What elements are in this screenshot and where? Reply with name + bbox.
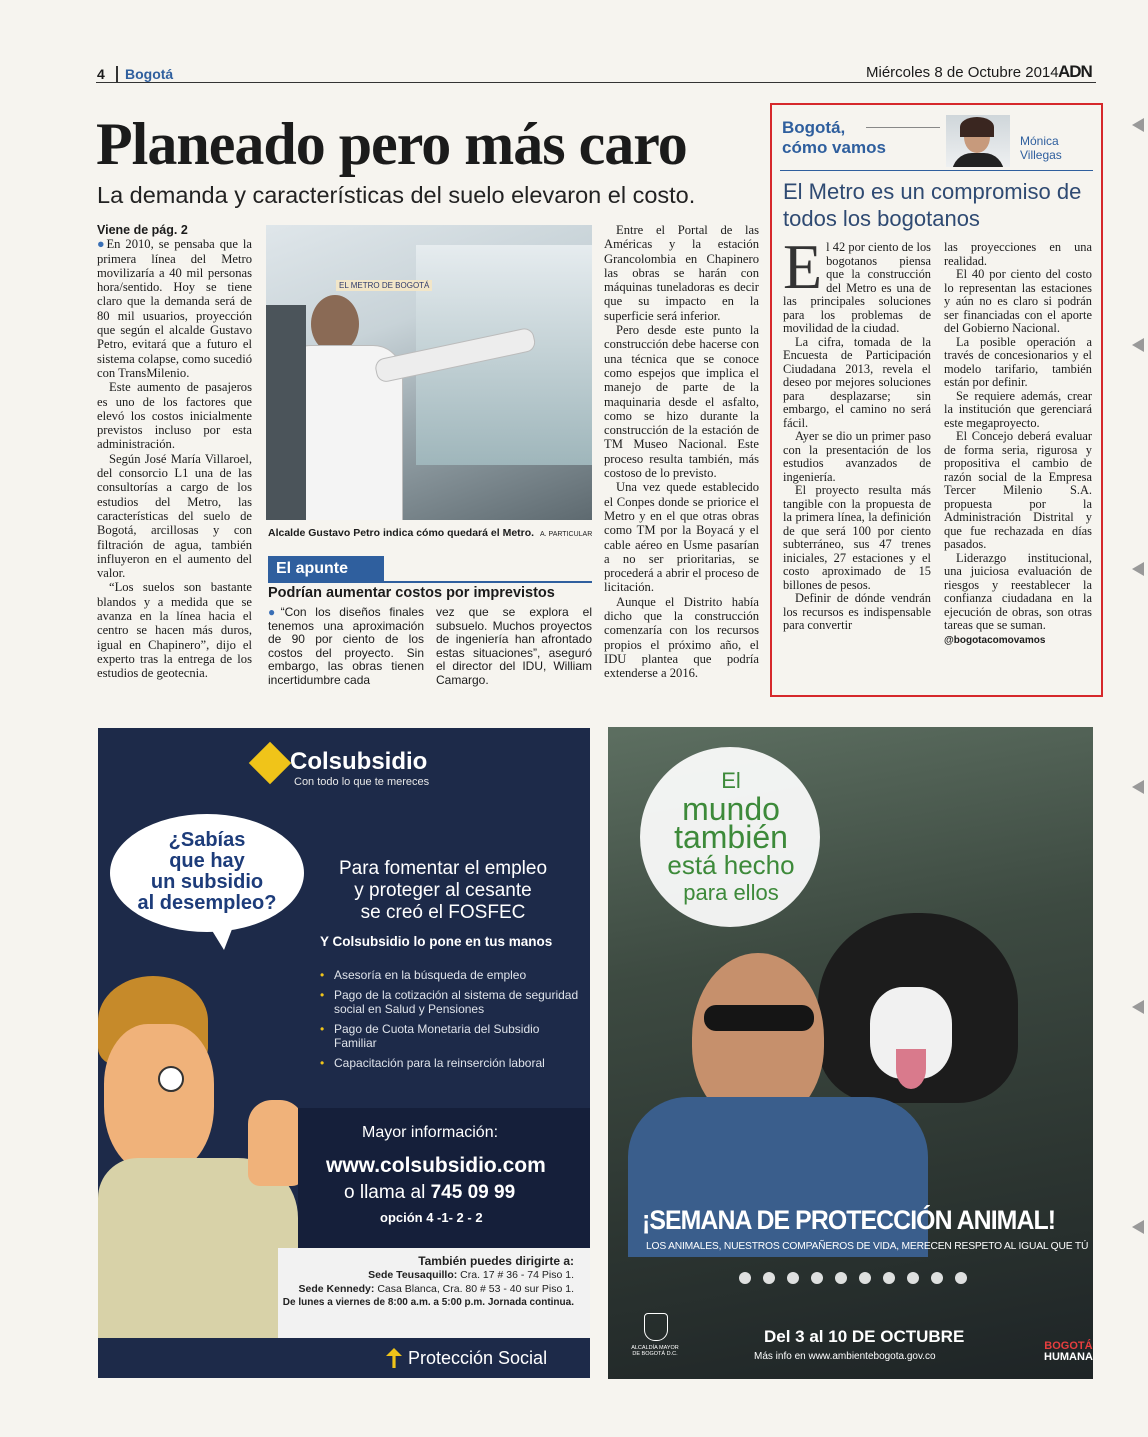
binder-mark	[1132, 118, 1144, 132]
cartoon-face	[104, 1024, 214, 1174]
phone-line	[344, 1182, 515, 1204]
colsubsidio-url: www.colsubsidio.com	[326, 1154, 546, 1177]
bullet-icon: ●	[268, 605, 281, 619]
phone-option: opción 4 -1- 2 - 2	[380, 1210, 483, 1225]
hours-line: De lunes a viernes de 8:00 a.m. a 5:00 p.m. Jornada continua.	[282, 1297, 574, 1308]
author-hair	[960, 117, 994, 137]
paragraph: Según José María Villaroel, del consorcio L1 una de las consultorías a cargo de los estudios del Metro, las características del suelo de Bogotá, arcillosas y con filtración de agua, también influyeron en el aumento del valor.	[97, 451, 252, 581]
sidebar-col-1	[268, 606, 424, 687]
paw-icon	[835, 1272, 847, 1284]
benefit-item: • Pago de la cotización al sistema de seguridad social en Salud y Pensiones	[320, 988, 580, 1016]
paragraph: Liderazgo institucional, una juiciosa evaluación de riesgos y reestablecer la confianza ciudadana en la ejecución de obras, son otras tareas que se suman.	[944, 550, 1092, 632]
photo-sign: EL METRO DE BOGOTÁ	[336, 280, 432, 291]
address-title: También puedes dirigirte a:	[418, 1254, 574, 1268]
issue-date: Miércoles 8 de Octubre 2014	[866, 64, 1059, 81]
binder-mark	[1132, 562, 1144, 576]
bubble-line: un subsidio	[150, 871, 264, 893]
opinion-col-1	[783, 231, 931, 633]
article-subtitle: La demanda y características del suelo elevaron el costo.	[97, 182, 696, 208]
article-col-3	[604, 223, 759, 681]
badge-line: mundo	[682, 791, 780, 827]
badge-line: está hecho	[667, 850, 795, 880]
sidebar-rule	[268, 581, 592, 583]
bird-track-icon	[763, 1272, 775, 1284]
benefits-list	[320, 968, 580, 1076]
district-name: ALCALDÍA MAYOR DE BOGOTÁ D.C.	[631, 1345, 679, 1357]
author-photo	[946, 115, 1010, 167]
author-body	[952, 153, 1004, 167]
bubble-line: ¿Sabías	[168, 829, 246, 851]
badge-text	[638, 767, 824, 907]
colsubsidio-brand: Colsubsidio	[290, 748, 428, 775]
background-people	[266, 305, 306, 520]
bubble-line: al desempleo?	[137, 892, 277, 914]
caption-text: Alcalde Gustavo Petro indica cómo quedará el Metro.	[268, 527, 535, 539]
ad-subhead: Y Colsubsidio lo pone en tus manos	[320, 934, 553, 949]
address-line: Sede Kennedy: Casa Blanca, Cra. 80 # 53 - 40 sur Piso 1.	[298, 1283, 574, 1295]
opinion-title: El Metro es un compromiso de todos los bogotanos	[783, 179, 1082, 231]
section-name: Bogotá	[125, 66, 174, 82]
brand-logo: ADN	[1058, 62, 1092, 81]
call-prefix: o llama al	[344, 1182, 426, 1203]
opinion-section-rule	[866, 127, 940, 128]
paragraph: Ayer se dio un primer paso con la presentación de los estudios avanzados de ingeniería.	[783, 429, 931, 484]
binder-mark	[1132, 1000, 1144, 1014]
phone-number: 745 09 99	[430, 1182, 516, 1203]
article-title: Planeado pero más caro	[96, 111, 687, 177]
paragraph: La posible operación a través de concesionarios y el modelo tarifario, también están por definir.	[944, 334, 1092, 389]
photo-caption	[268, 527, 592, 539]
footprints-row	[718, 1271, 988, 1289]
paragraph: Este aumento de pasajeros es uno de los factores que elevó los costos inicialmente previstos incluso por esta administración.	[97, 380, 252, 452]
opinion-section-line: cómo vamos	[782, 138, 886, 157]
benefit-item: • Capacitación para la reinserción laboral	[320, 1056, 580, 1070]
ad-headline	[308, 858, 578, 924]
paragraph: “Con los diseños finales tenemos una aproximación de 90 por ciento de los costos del proyecto. Sin embargo, las obras tienen incertidumbre cada	[268, 605, 425, 687]
sidebar-title: Podrían aumentar costos por imprevistos	[268, 585, 555, 601]
campaign-info: Más info en www.ambientebogota.gov.co	[754, 1351, 936, 1362]
logo-bottom: HUMANA	[1044, 1351, 1093, 1363]
hoof-icon	[859, 1272, 871, 1284]
paragraph: “Los suelos son bastante blandos y a medida que se avanza en la línea hacia el centro se hacen más duros, igual en Chapinero”, dijo el experto tras la entrega de los estudios de geotecnia.	[97, 580, 252, 681]
campaign-dates: Del 3 al 10 DE OCTUBRE	[764, 1327, 965, 1346]
page-number: 4	[97, 66, 105, 82]
dropcap: E	[783, 231, 823, 302]
paragraph: Definir de dónde vendrán los recursos es indispensable para convertir	[783, 591, 931, 632]
paragraph: El 40 por ciento del costo lo representan las estaciones y aún no es claro si podrán ser financiadas con el aporte del Gobierno Nacional.	[944, 267, 1092, 335]
dog-tongue	[896, 1049, 926, 1089]
address-block	[280, 1254, 574, 1310]
sidebar-col-2	[436, 606, 592, 687]
badge-line: también	[674, 819, 788, 855]
paragraph: Se requiere además, crear la institución que gerenciará este megaproyecto.	[944, 388, 1092, 430]
article-col-1	[97, 223, 252, 681]
binder-mark	[1132, 338, 1144, 352]
colsubsidio-ad	[98, 728, 590, 1378]
bogota-humana-logo	[1044, 1341, 1093, 1363]
headline-line: se creó el FOSFEC	[360, 902, 526, 923]
ad-headline: ¡SEMANA DE PROTECCIÓN ANIMAL!	[642, 1205, 1056, 1235]
sidebar-label: El apunte	[268, 556, 384, 581]
opinion-section	[782, 118, 886, 158]
cartoon-eye-icon	[158, 1066, 184, 1092]
paragraph: La cifra, tomada de la Encuesta de Participación Ciudadana 2013, revela el deseo por mejores soluciones para desplazarse; sin embargo, el camino no será fácil.	[783, 334, 931, 430]
paragraph: vez que se explora el subsuelo. Muchos proyectos de ingeniería han afrontado estas situaciones”, aseguró el director del IDU, William Camargo.	[436, 605, 592, 687]
footer-label: Protección Social	[408, 1348, 548, 1368]
hoof-icon	[811, 1272, 823, 1284]
twitter-handle: @bogotacomovamos	[944, 634, 1046, 646]
badge-line: El	[721, 768, 741, 793]
opinion-header-rule	[780, 170, 1093, 171]
paw-icon	[787, 1272, 799, 1284]
paragraph: las proyecciones en una realidad.	[944, 240, 1092, 268]
paragraph: El proyecto resulta más tangible con la propuesta de la primera línea, la definición de que será 100 por ciento subterráneo, sus 47 trenes iniciales, 27 estaciones y el costo aproximado de 15 billones de pesos.	[783, 483, 931, 592]
article-photo	[266, 225, 592, 520]
continued-from: Viene de pág. 2	[97, 223, 188, 237]
opinion-section-line: Bogotá,	[782, 118, 846, 137]
paw-icon	[883, 1272, 895, 1284]
more-info-label: Mayor información:	[362, 1124, 499, 1141]
paragraph: En 2010, se pensaba que la primera línea del Metro movilizaría a 40 mil personas hora/sentido. Hoy se tiene claro que la demanda será de 80 mil usuarios, proyección que según el alcalde Gustavo Petro, evitará que a futuro el sistema colapse, como sucedió con TransMilenio.	[97, 237, 252, 380]
binder-mark	[1132, 1220, 1144, 1234]
man-sunglasses-icon	[704, 1005, 814, 1031]
binder-mark	[1132, 780, 1144, 794]
author-first-name: Mónica	[1020, 134, 1059, 148]
bullet-icon: ●	[97, 237, 107, 252]
bird-track-icon	[955, 1272, 967, 1284]
cartoon-hand	[248, 1100, 304, 1186]
headline-line: Para fomentar el empleo	[338, 858, 548, 879]
paragraph: El Concejo deberá evaluar de forma seria, rigurosa y propositiva el cambio de razón social de la Empresa Tercer Milenio S.A. propuesta por la Administración Distrital y que fue rechazada en días pasados.	[944, 429, 1092, 551]
colsubsidio-tagline: Con todo lo que te mereces	[294, 776, 430, 788]
paragraph: l 42 por ciento de los bogotanos piensa que la construcción del Metro es una de las principales soluciones para los problemas de movilidad de la ciudad.	[783, 240, 931, 335]
colsubsidio-logo-icon	[249, 742, 291, 784]
logo-top: BOGOTÁ	[1044, 1340, 1093, 1352]
paw-icon	[739, 1272, 751, 1284]
paw-icon	[907, 1272, 919, 1284]
paragraph: Entre el Portal de las Américas y la estación Grancolombia en Chapinero las obras se harán con máquinas tuneladoras es decir que su impacto en la superficie será inferior.	[604, 223, 759, 323]
paragraph: Una vez quede establecido el Conpes donde se priorice el Metro y en el que otras obras como TM por la Boyacá y el cable aéreo en Usme pasarían a no ser prioritarias, se procederá a abrir el proceso de licitación.	[604, 480, 759, 595]
paragraph: Aunque el Distrito había dicho que la construcción comenzaría con los recursos propios el próximo año, el IDU plantea que podría extenderse a 2016.	[604, 594, 759, 681]
district-seal-icon	[644, 1313, 668, 1341]
bubble-text	[112, 830, 302, 914]
header-rule	[96, 82, 1096, 83]
badge-line: para ellos	[683, 880, 779, 905]
photo-credit: A. PARTICULAR	[540, 531, 593, 538]
author-last-name: Villegas	[1020, 148, 1062, 162]
ad-subline: LOS ANIMALES, NUESTROS COMPAÑEROS DE VIDA, MERECEN RESPETO AL IGUAL QUE TÚ	[646, 1241, 1089, 1252]
address-line: Sede Teusaquillo: Cra. 17 # 36 - 74 Piso 1.	[368, 1269, 574, 1281]
header-divider	[116, 66, 118, 82]
author-name	[1020, 134, 1062, 162]
opinion-col-2	[944, 241, 1092, 647]
benefit-item: • Pago de Cuota Monetaria del Subsidio Familiar	[320, 1022, 580, 1050]
speech-bubble-tail	[208, 924, 234, 950]
headline-line: y proteger al cesante	[354, 880, 532, 901]
bird-track-icon	[931, 1272, 943, 1284]
animal-week-ad	[608, 727, 1093, 1379]
paragraph: Pero desde este punto la construcción debe hacerse con una técnica que se conoce como espejos que implica el manejo de parte de la maquinaria desde el asfalto, como se hizo durante la construcción de la estación de TM Museo Nacional. Este proceso resulta también, más costoso de lo previsto.	[604, 323, 759, 481]
benefit-item: • Asesoría en la búsqueda de empleo	[320, 968, 580, 982]
bubble-line: que hay	[169, 850, 245, 872]
